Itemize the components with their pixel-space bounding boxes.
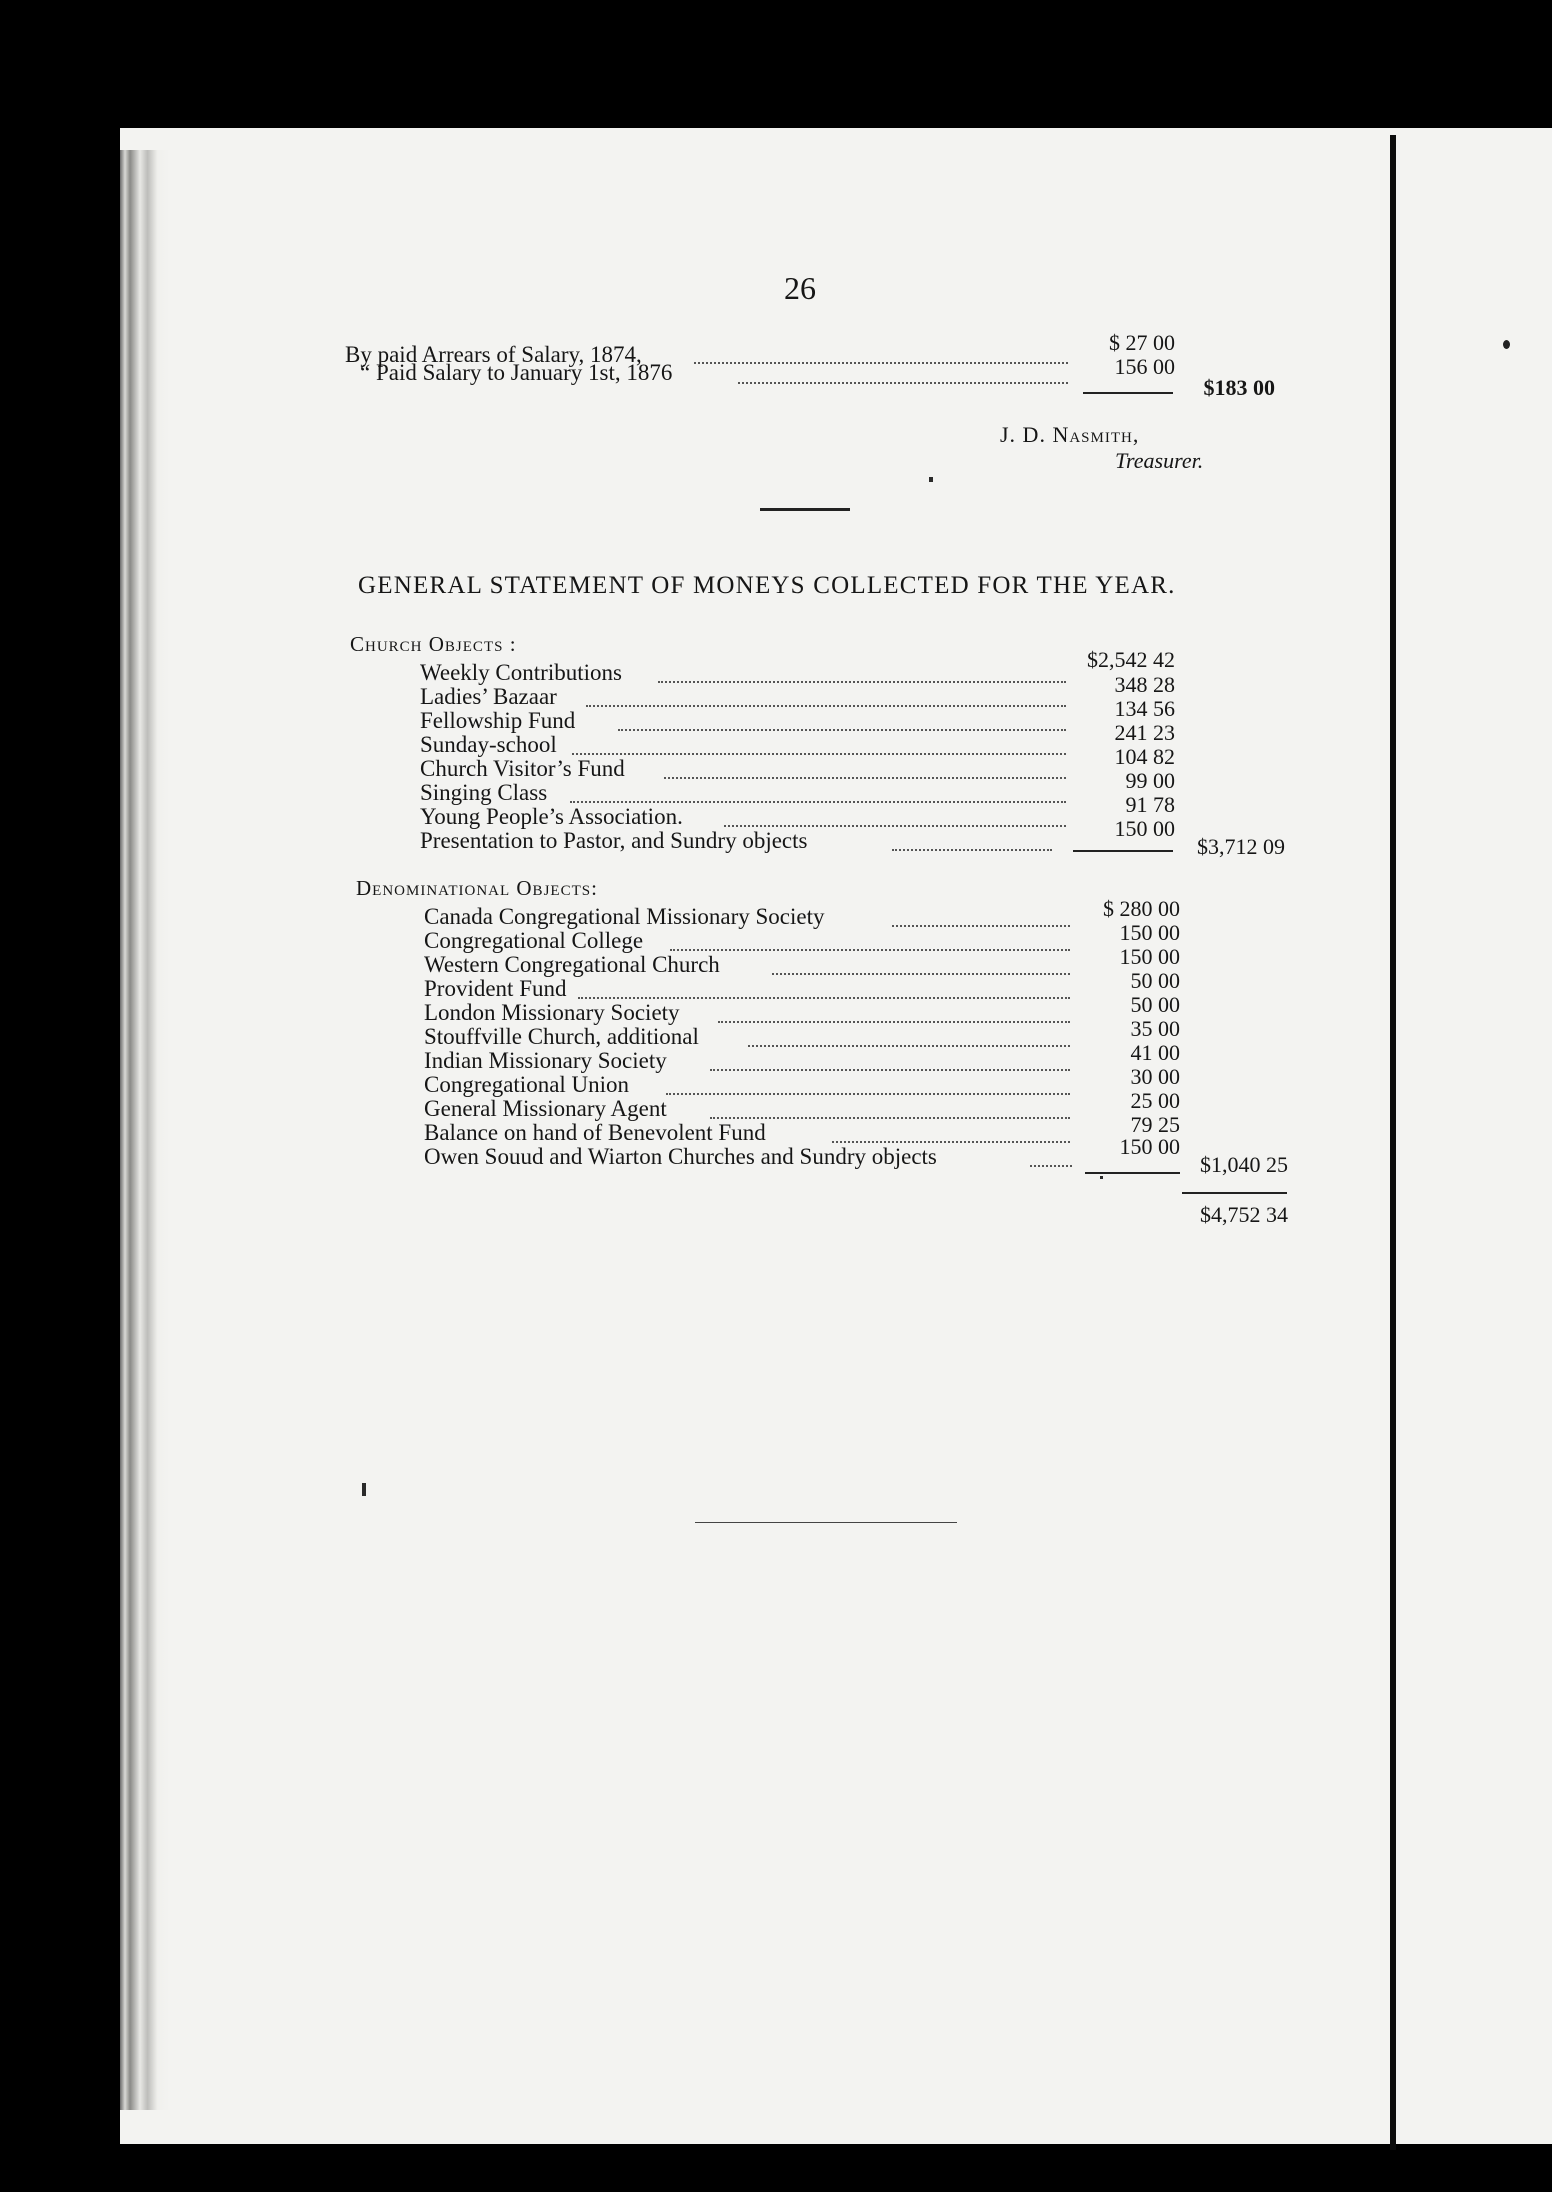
church-item-amount: 150 00 — [1114, 816, 1175, 841]
denominational-item-label: Balance on hand of Benevolent Fund — [424, 1120, 766, 1145]
ink-speck — [929, 477, 933, 482]
church-item-amount: 134 56 — [1114, 696, 1175, 721]
church-item-label: Singing Class — [420, 780, 548, 805]
subtotal-rule — [1085, 1172, 1180, 1174]
denominational-item-amount: $ 280 00 — [1103, 896, 1180, 921]
leader-dots — [892, 849, 1052, 851]
denominational-item-label: Congregational Union — [424, 1072, 630, 1097]
header-total: $183 00 — [1203, 375, 1275, 400]
facing-page — [1396, 128, 1552, 2144]
denominational-item-amount: 79 25 — [1130, 1112, 1180, 1137]
page-number: 26 — [784, 270, 816, 306]
denominational-objects-heading: Denominational Objects: — [356, 876, 598, 900]
church-item-label: Young People’s Association. — [420, 804, 683, 829]
church-item-amount: 104 82 — [1114, 744, 1175, 769]
church-item-amount: $2,542 42 — [1087, 647, 1175, 672]
leader-dots — [666, 1093, 1070, 1095]
denominational-item-amount: 150 00 — [1119, 920, 1180, 945]
leader-dots — [724, 825, 1066, 827]
denominational-item-label: Owen Souud and Wiarton Churches and Sundry objects — [424, 1144, 937, 1169]
leader-dots — [664, 777, 1066, 779]
denominational-item-amount: 50 00 — [1130, 968, 1180, 993]
leader-dots — [570, 801, 1066, 803]
church-item-label: Sunday-school — [420, 732, 557, 757]
church-item-amount: 348 28 — [1114, 672, 1175, 697]
denominational-item-amount: 30 00 — [1130, 1064, 1180, 1089]
leader-dots — [572, 753, 1066, 755]
leader-dots — [578, 997, 1070, 999]
facing-page-mark — [1503, 340, 1510, 349]
church-item-label: Weekly Contributions — [420, 660, 622, 685]
denominational-item-amount: 150 00 — [1119, 1134, 1180, 1159]
leader-dots — [1030, 1165, 1072, 1167]
header-entry-amount: 156 00 — [1114, 354, 1175, 379]
church-item-label: Fellowship Fund — [420, 708, 576, 733]
leader-dots — [586, 705, 1066, 707]
end-rule — [695, 1522, 957, 1523]
denominational-item-amount: 35 00 — [1130, 1016, 1180, 1041]
denominational-item-label: Indian Missionary Society — [424, 1048, 667, 1073]
church-item-amount: 91 78 — [1125, 792, 1175, 817]
church-item-label: Presentation to Pastor, and Sundry objects — [420, 828, 808, 853]
signature-name: J. D. Nasmith, — [1000, 422, 1140, 447]
denominational-item-amount: 50 00 — [1130, 992, 1180, 1017]
grand-total-rule — [1182, 1192, 1287, 1194]
denominational-item-label: Western Congregational Church — [424, 952, 720, 977]
ink-speck — [1100, 1176, 1103, 1179]
leader-dots — [832, 1141, 1070, 1143]
signature-title: Treasurer. — [1115, 448, 1204, 473]
denominational-item-amount: 41 00 — [1130, 1040, 1180, 1065]
denominational-item-amount: 25 00 — [1130, 1088, 1180, 1113]
denominational-item-label: General Missionary Agent — [424, 1096, 667, 1121]
denominational-total: $1,040 25 — [1200, 1152, 1288, 1177]
header-entry-label: “ Paid Salary to January 1st, 1876 — [360, 360, 673, 385]
statement-title: GENERAL STATEMENT OF MONEYS COLLECTED FOR THE YEAR. — [358, 572, 1176, 599]
leader-dots — [710, 1117, 1070, 1119]
leader-dots — [748, 1045, 1070, 1047]
denominational-item-label: Stouffville Church, additional — [424, 1024, 699, 1049]
denominational-item-label: Congregational College — [424, 928, 644, 953]
church-item-amount: 241 23 — [1114, 720, 1175, 745]
leader-dots — [710, 1069, 1070, 1071]
ink-speck — [362, 1483, 366, 1496]
leader-dots — [618, 729, 1066, 731]
header-entry-label: By paid Arrears of Salary, 1874, — [345, 342, 642, 367]
denominational-item-label: Canada Congregational Missionary Society — [424, 904, 825, 929]
leader-dots — [658, 681, 1066, 683]
book-gutter — [120, 150, 170, 2110]
denominational-item-label: Provident Fund — [424, 976, 567, 1001]
church-item-label: Ladies’ Bazaar — [420, 684, 557, 709]
leader-dots — [718, 1021, 1070, 1023]
subtotal-rule — [1083, 392, 1173, 394]
header-entry-amount: $ 27 00 — [1109, 330, 1175, 355]
leader-dots — [772, 973, 1070, 975]
church-item-amount: 99 00 — [1125, 768, 1175, 793]
section-divider — [760, 508, 850, 511]
denominational-item-label: London Missionary Society — [424, 1000, 680, 1025]
leader-dots — [670, 949, 1070, 951]
grand-total: $4,752 34 — [1200, 1202, 1288, 1227]
leader-dots — [694, 362, 1068, 364]
leader-dots — [892, 925, 1070, 927]
denominational-item-amount: 150 00 — [1119, 944, 1180, 969]
leader-dots — [738, 382, 1068, 384]
church-total: $3,712 09 — [1197, 834, 1285, 859]
church-objects-heading: Church Objects : — [350, 632, 517, 656]
subtotal-rule — [1073, 850, 1173, 852]
church-item-label: Church Visitor’s Fund — [420, 756, 625, 781]
